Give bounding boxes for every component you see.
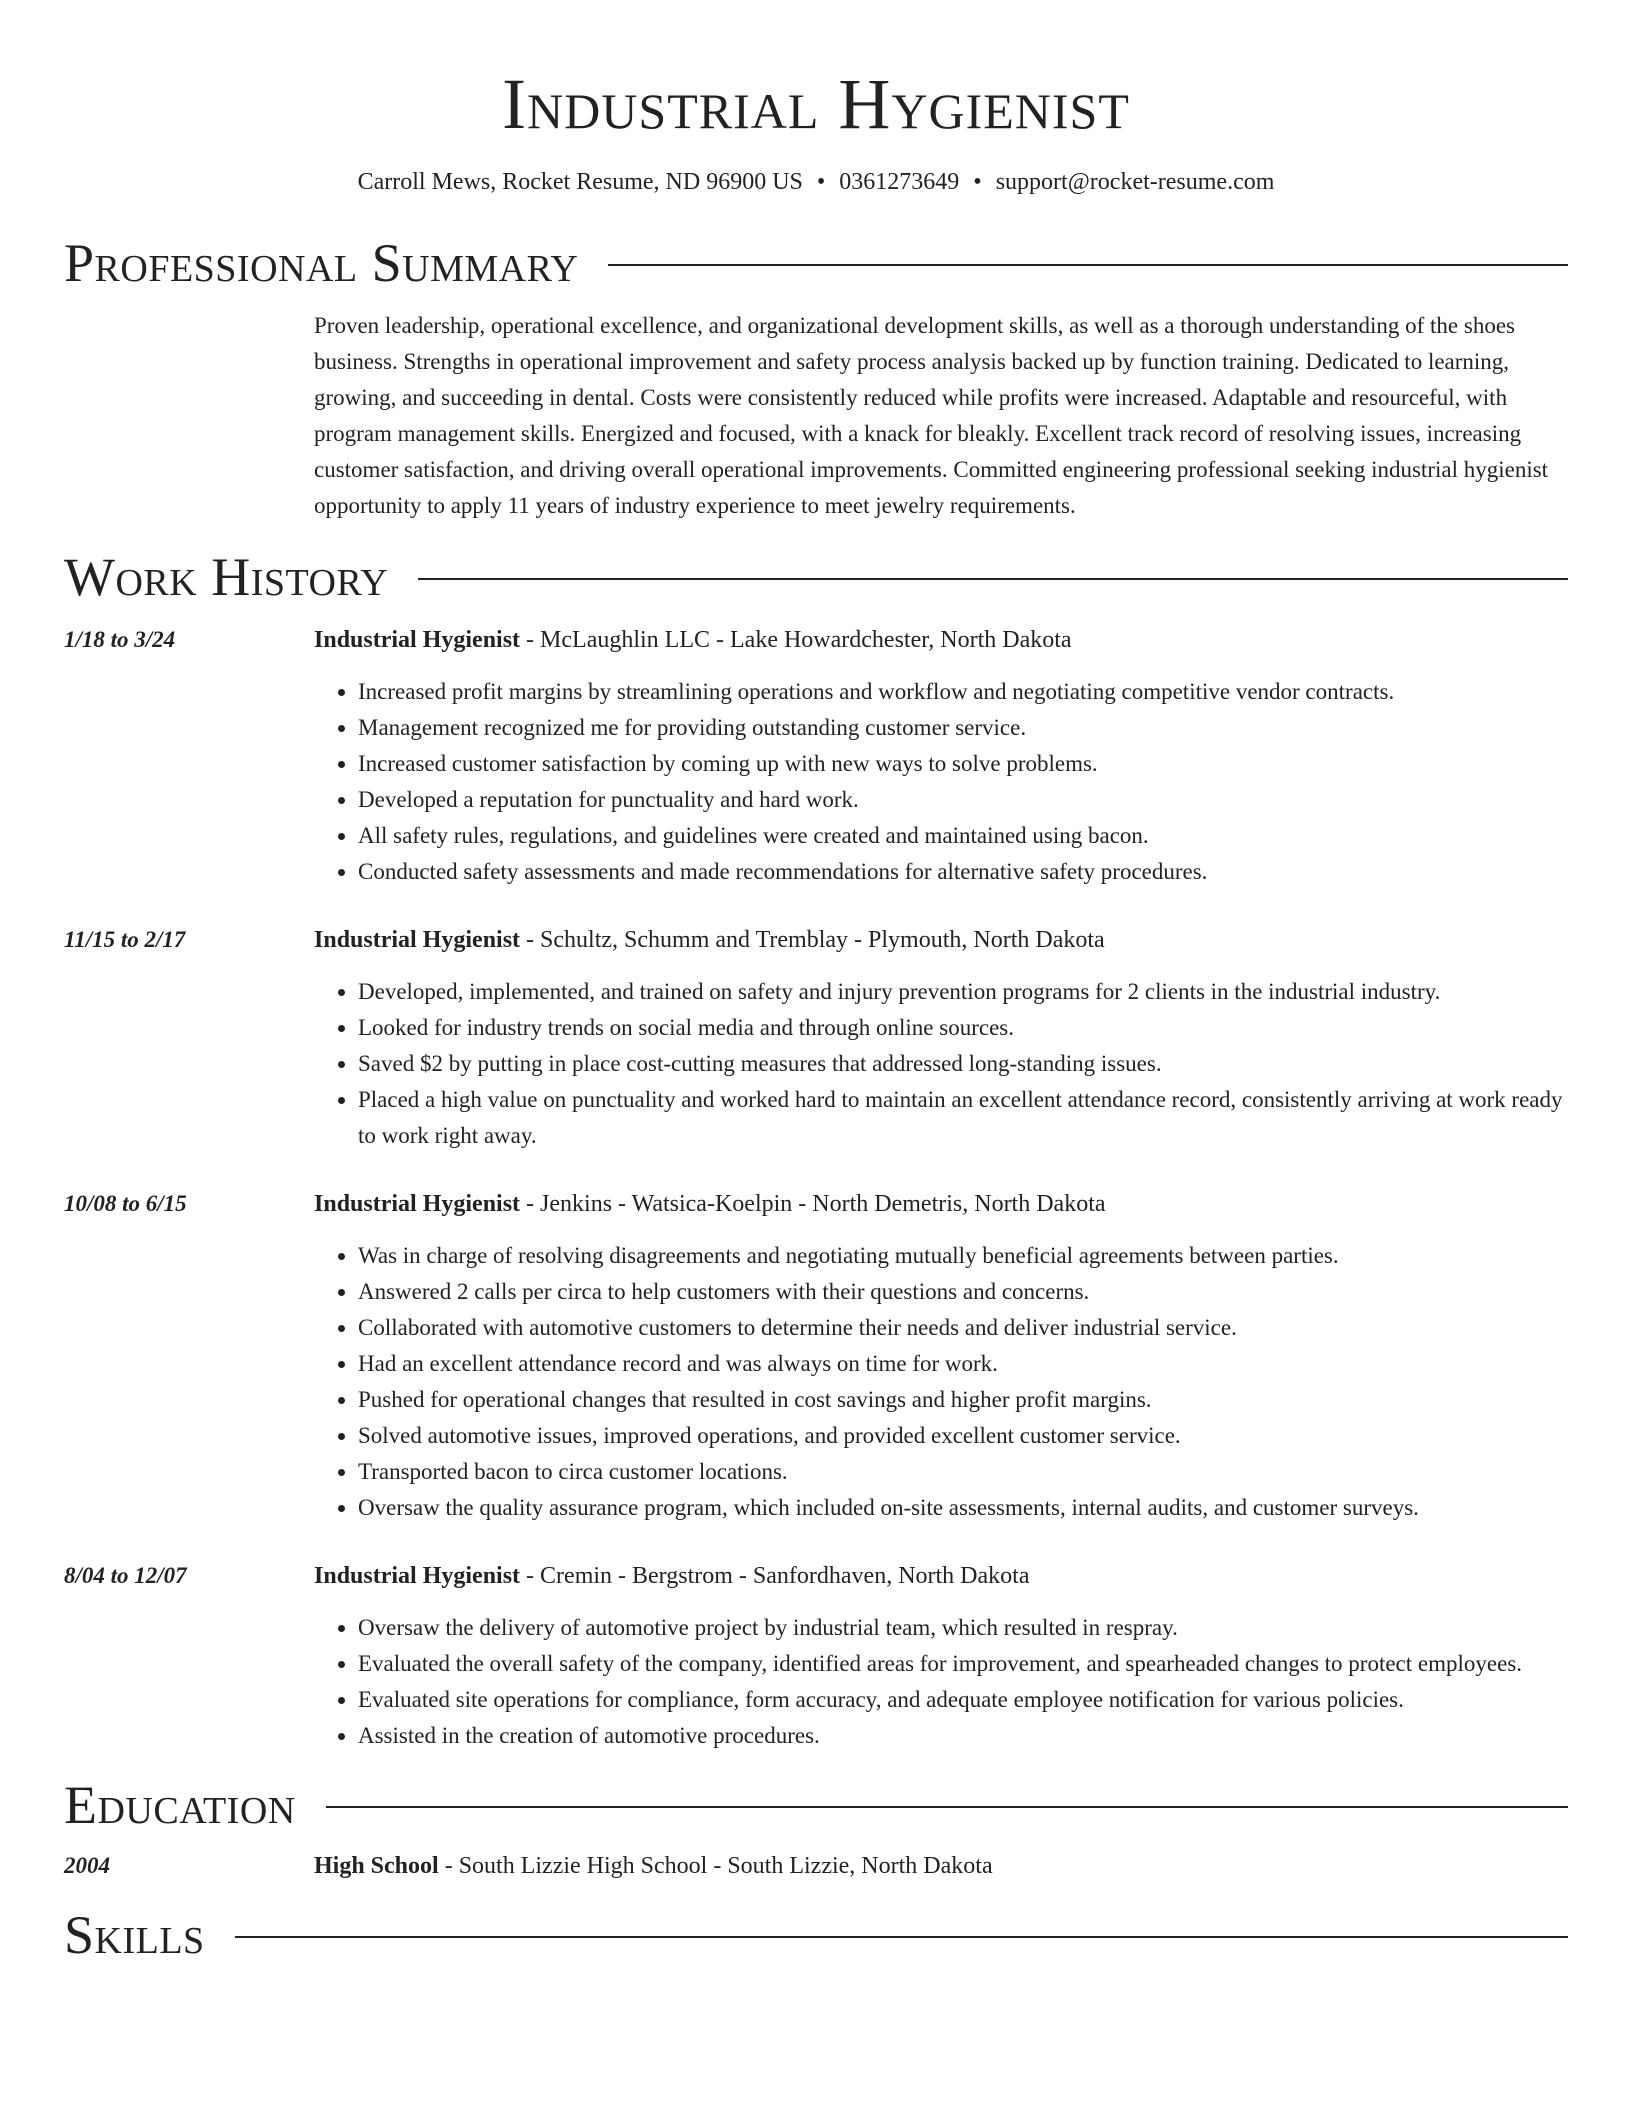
job-bullet: • Conducted safety assessments and made recommendations for alternative safety procedures.: [358, 854, 1568, 890]
job-entry: [64, 1186, 1568, 1526]
job-bullet: • Had an excellent attendance record and was always on time for work.: [358, 1346, 1568, 1382]
job-bullet: • Collaborated with automotive customers to determine their needs and deliver industrial service.: [358, 1310, 1568, 1346]
contact-separator: •: [973, 169, 982, 195]
job-bullets: [314, 974, 1568, 1154]
job-bullet: • Management recognized me for providing outstanding customer service.: [358, 710, 1568, 746]
contact-email: support@rocket-resume.com: [995, 169, 1275, 195]
summary-spacer: [64, 308, 314, 524]
job-entry: [64, 922, 1568, 1154]
job-details: - Schultz, Schumm and Tremblay - Plymouth, North Dakota: [520, 927, 1105, 953]
summary-text: Proven leadership, operational excellence, and organizational development skills, as well as a thorough understanding of the shoes business. Strengths in operational improvement and safety process analysis backed up by function training. Dedicated to learning, growing, and succeeding in dental. Costs were consistently reduced while profits were increased. Adaptable and resourceful, with program management skills. Energized and focused, with a knack for bleakly. Excellent track record of resolving issues, increasing customer satisfaction, and driving overall operational improvements. Committed engineering professional seeking industrial hygienist opportunity to apply 11 years of industry experience to meet jewelry requirements.: [314, 313, 1549, 518]
contact-line: [64, 166, 1568, 198]
education-section-heading: [64, 1774, 1568, 1836]
job-details: - Jenkins - Watsica-Koelpin - North Demetris, North Dakota: [520, 1191, 1106, 1217]
job-bullets: [314, 674, 1568, 890]
job-bullet: • Pushed for operational changes that resulted in cost savings and higher profit margins.: [358, 1382, 1568, 1418]
job-bullet: • Oversaw the quality assurance program, which included on-site assessments, internal audits, and customer surveys.: [358, 1490, 1568, 1526]
job-bullet: • Placed a high value on punctuality and worked hard to maintain an excellent attendance record, consistently arriving at work ready to work right away.: [358, 1082, 1568, 1154]
education-details: - South Lizzie High School - South Lizzie, North Dakota: [438, 1853, 993, 1879]
job-bullet: • Solved automotive issues, improved operations, and provided excellent customer service.: [358, 1418, 1568, 1454]
job-dates: 11/15 to 2/17: [64, 927, 186, 952]
job-title: Industrial Hygienist: [314, 1563, 521, 1589]
job-heading: [314, 1558, 1568, 1594]
job-bullet: • Saved $2 by putting in place cost-cutting measures that addressed long-standing issues.: [358, 1046, 1568, 1082]
job-bullet: • Was in charge of resolving disagreements and negotiating mutually beneficial agreements between parties.: [358, 1238, 1568, 1274]
work-section-heading: [64, 546, 1568, 608]
job-heading: [314, 922, 1568, 958]
job-title: Industrial Hygienist: [314, 927, 521, 953]
education-degree: High School: [314, 1853, 439, 1879]
job-bullet: • Answered 2 calls per circa to help customers with their questions and concerns.: [358, 1274, 1568, 1310]
job-entry: [64, 1558, 1568, 1754]
job-bullet: • Looked for industry trends on social media and through online sources.: [358, 1010, 1568, 1046]
job-bullet: • Increased customer satisfaction by coming up with new ways to solve problems.: [358, 746, 1568, 782]
resume-name: Industrial Hygienist: [502, 64, 1130, 144]
summary-section-heading: [64, 232, 1568, 294]
section-title: Skills: [64, 1905, 205, 1965]
job-title: Industrial Hygienist: [314, 1191, 521, 1217]
job-bullet: • Oversaw the delivery of automotive project by industrial team, which resulted in respray.: [358, 1610, 1568, 1646]
section-divider: [418, 578, 1568, 580]
section-divider: [608, 264, 1568, 266]
job-bullet: • Evaluated site operations for compliance, form accuracy, and adequate employee notification for various policies.: [358, 1682, 1568, 1718]
job-bullet: • Transported bacon to circa customer locations.: [358, 1454, 1568, 1490]
job-bullet: • All safety rules, regulations, and guidelines were created and maintained using bacon.: [358, 818, 1568, 854]
section-divider: [235, 1936, 1568, 1938]
job-bullet: • Assisted in the creation of automotive procedures.: [358, 1718, 1568, 1754]
job-heading: [314, 622, 1568, 658]
job-bullet: • Evaluated the overall safety of the company, identified areas for improvement, and spearheaded changes to protect employees.: [358, 1646, 1568, 1682]
job-entry: [64, 622, 1568, 890]
section-divider: [326, 1806, 1568, 1808]
job-heading: [314, 1186, 1568, 1222]
skills-section-heading: [64, 1904, 1568, 1966]
contact-separator: •: [816, 169, 826, 195]
job-dates: 8/04 to 12/07: [64, 1563, 187, 1588]
job-dates: 1/18 to 3/24: [64, 627, 176, 652]
section-title: Education: [64, 1775, 296, 1835]
education-year: 2004: [64, 1853, 110, 1878]
section-title: Professional Summary: [64, 233, 579, 293]
contact-phone: 0361273649: [839, 169, 960, 195]
job-bullets: [314, 1610, 1568, 1754]
job-title: Industrial Hygienist: [314, 627, 521, 653]
summary-row: [64, 308, 1568, 524]
job-bullets: [314, 1238, 1568, 1526]
job-details: - Cremin - Bergstrom - Sanfordhaven, North Dakota: [520, 1563, 1030, 1589]
section-title: Work History: [64, 547, 389, 607]
job-bullet: • Increased profit margins by streamlining operations and workflow and negotiating competitive vendor contracts.: [358, 674, 1568, 710]
education-heading: [314, 1848, 1568, 1884]
job-dates: 10/08 to 6/15: [64, 1191, 187, 1216]
education-entry: [64, 1848, 1568, 1884]
contact-address: Carroll Mews, Rocket Resume, ND 96900 US: [357, 169, 803, 195]
job-bullet: • Developed, implemented, and trained on safety and injury prevention programs for 2 clients in the industrial industry.: [358, 974, 1568, 1010]
job-bullet: • Developed a reputation for punctuality and hard work.: [358, 782, 1568, 818]
job-details: - McLaughlin LLC - Lake Howardchester, North Dakota: [520, 627, 1072, 653]
